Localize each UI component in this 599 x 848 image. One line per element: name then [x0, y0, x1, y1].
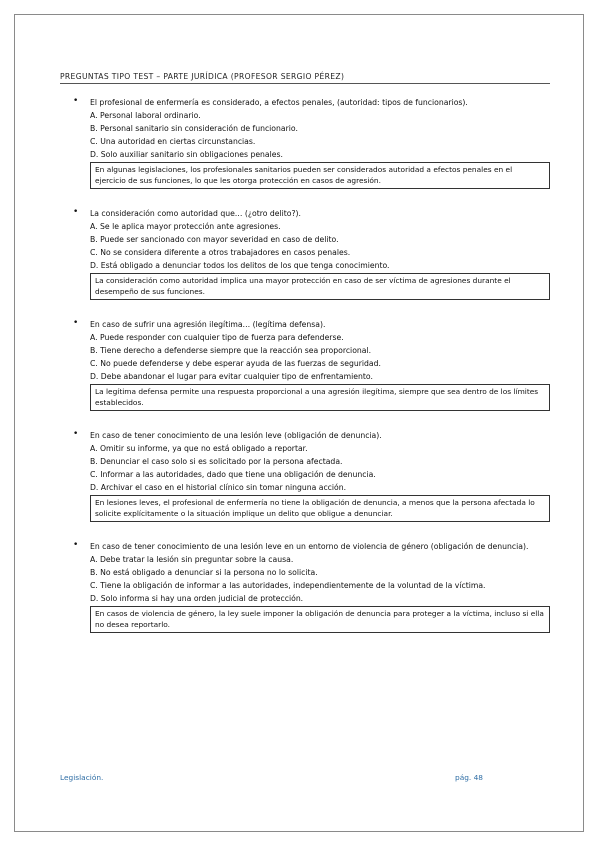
answer-option: B. Denunciar el caso solo si es solicitado por la persona afectada. — [90, 457, 343, 466]
answer-option: D. Solo informa si hay una orden judicial de protección. — [90, 594, 304, 603]
question-list — [60, 96, 550, 651]
explanation-box: La legítima defensa permite una respuesta proporcional a una agresión ilegítima, siempre que sea dentro de los límites establecidos. — [90, 384, 550, 411]
question-text: En caso de sufrir una agresión ilegítima… (legítima defensa). — [90, 320, 326, 329]
answer-option: B. No está obligado a denunciar si la persona no lo solicita. — [90, 568, 318, 577]
bullet-icon: • — [73, 207, 79, 217]
question-item — [60, 429, 550, 522]
answer-option: C. Tiene la obligación de informar a las autoridades, independientemente de la voluntad de la víctima. — [90, 581, 486, 590]
explanation-box: La consideración como autoridad implica una mayor protección en caso de ser víctima de agresiones durante el desempeño de sus funciones. — [90, 273, 550, 300]
question-item — [60, 96, 550, 189]
question-text: La consideración como autoridad que… (¿otro delito?). — [90, 209, 301, 218]
answer-option: A. Omitir su informe, ya que no está obligado a reportar. — [90, 444, 308, 453]
question-item — [60, 318, 550, 411]
answer-option: C. Informar a las autoridades, dado que tiene una obligación de denuncia. — [90, 470, 376, 479]
answer-option: A. Personal laboral ordinario. — [90, 111, 201, 120]
answer-option: C. No puede defenderse y debe esperar ayuda de las fuerzas de seguridad. — [90, 359, 381, 368]
bullet-icon: • — [73, 540, 79, 550]
explanation-box: En algunas legislaciones, los profesionales sanitarios pueden ser considerados autoridad a efectos penales en el ejercicio de sus funciones, lo que les otorga protección en casos de agresión. — [90, 162, 550, 189]
answer-option: A. Puede responder con cualquier tipo de fuerza para defenderse. — [90, 333, 344, 342]
footer-section-title: Legislación. — [60, 773, 104, 782]
answer-option: D. Debe abandonar el lugar para evitar cualquier tipo de enfrentamiento. — [90, 372, 373, 381]
explanation-box: En lesiones leves, el profesional de enfermería no tiene la obligación de denuncia, a menos que la persona afectada lo solicite explícitamente o la situación implique un delito que obligue a denunciar. — [90, 495, 550, 522]
answer-option: D. Solo auxiliar sanitario sin obligaciones penales. — [90, 150, 283, 159]
bullet-icon: • — [73, 318, 79, 328]
answer-option: A. Se le aplica mayor protección ante agresiones. — [90, 222, 281, 231]
answer-option: B. Tiene derecho a defenderse siempre que la reacción sea proporcional. — [90, 346, 372, 355]
question-text: En caso de tener conocimiento de una lesión leve en un entorno de violencia de género (obligación de denuncia). — [90, 542, 529, 551]
question-text: En caso de tener conocimiento de una lesión leve (obligación de denuncia). — [90, 431, 382, 440]
answer-option: C. No se considera diferente a otros trabajadores en casos penales. — [90, 248, 351, 257]
answer-option: B. Personal sanitario sin consideración de funcionario. — [90, 124, 298, 133]
question-item — [60, 207, 550, 300]
answer-option: B. Puede ser sancionado con mayor severidad en caso de delito. — [90, 235, 339, 244]
page-header: PREGUNTAS TIPO TEST – PARTE JURÍDICA (PROFESOR SERGIO PÉREZ) — [60, 72, 550, 84]
answer-option: D. Está obligado a denunciar todos los delitos de los que tenga conocimiento. — [90, 261, 390, 270]
explanation-box: En casos de violencia de género, la ley suele imponer la obligación de denuncia para proteger a la víctima, incluso si ella no desea reportarlo. — [90, 606, 550, 633]
page-number: pág. 48 — [455, 773, 484, 782]
bullet-icon: • — [73, 96, 79, 106]
bullet-icon: • — [73, 429, 79, 439]
question-text: El profesional de enfermería es considerado, a efectos penales, (autoridad: tipos de funcionarios). — [90, 98, 468, 107]
answer-option: D. Archivar el caso en el historial clínico sin tomar ninguna acción. — [90, 483, 347, 492]
question-item — [60, 540, 550, 633]
answer-option: A. Debe tratar la lesión sin preguntar sobre la causa. — [90, 555, 294, 564]
answer-option: C. Una autoridad en ciertas circunstancias. — [90, 137, 256, 146]
